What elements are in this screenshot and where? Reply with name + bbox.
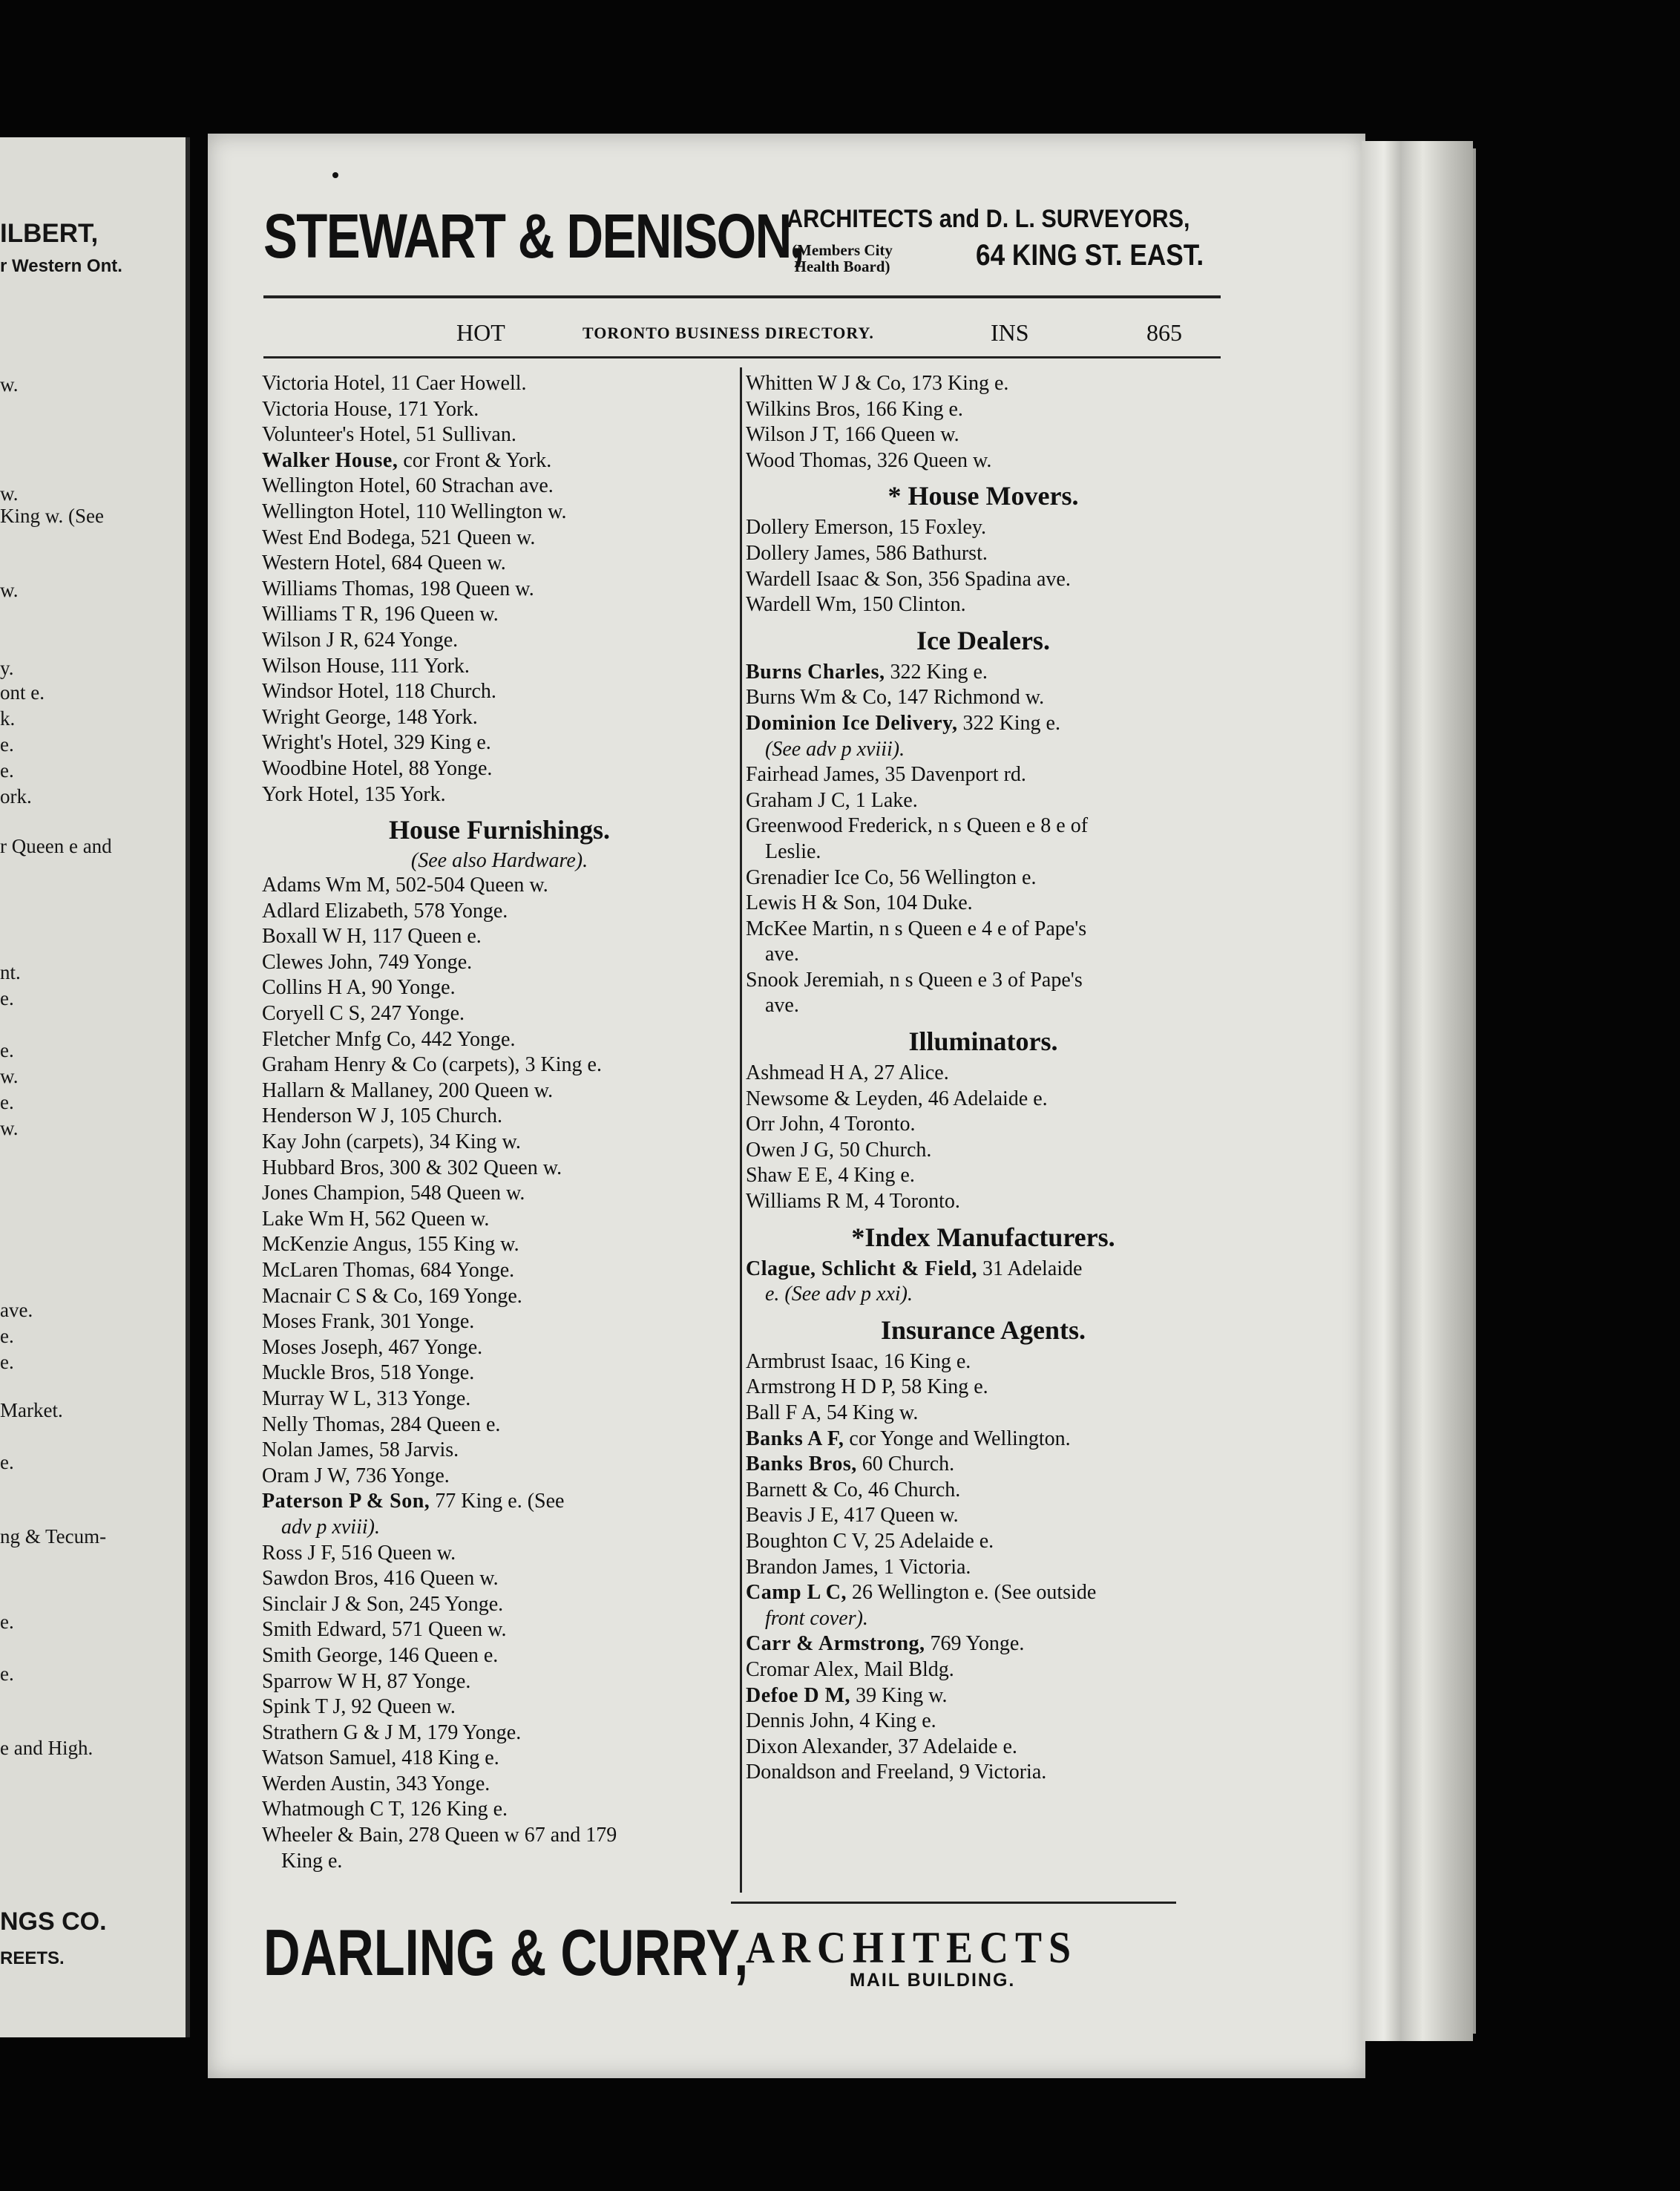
directory-entry-continuation	[746, 942, 1221, 968]
entry-text: Snook Jeremiah, n s Queen e 3 of Pape's	[746, 968, 1083, 992]
left-page-text: ILBERT,	[0, 219, 99, 248]
entry-text: Fairhead James, 35 Davenport rd.	[746, 763, 1026, 787]
directory-entry	[262, 1592, 737, 1618]
entry-text: Boxall W H, 117 Queen e.	[262, 925, 482, 949]
entry-text: Adams Wm M, 502-504 Queen w.	[262, 874, 548, 897]
directory-entry	[262, 924, 737, 950]
ad-note: (Members City Health Board)	[792, 241, 893, 275]
right-column	[746, 371, 1221, 1786]
left-page-text: w.	[0, 1065, 19, 1087]
directory-entry	[262, 371, 737, 397]
entry-text: Donaldson and Freeland, 9 Victoria.	[746, 1761, 1047, 1784]
entry-bold-name: Camp L C,	[746, 1581, 847, 1605]
entry-text: McKenzie Angus, 155 King w.	[262, 1233, 519, 1257]
section-heading: * House Movers.	[887, 481, 1079, 511]
entry-text: Nelly Thomas, 284 Queen e.	[262, 1412, 501, 1436]
section-heading: House Furnishings.	[388, 815, 611, 845]
entry-text: Smith George, 146 Queen e.	[262, 1643, 499, 1667]
entry-bold-name: Burns Charles,	[746, 660, 885, 684]
directory-entry	[746, 1478, 1221, 1504]
directory-entry	[262, 705, 737, 731]
entry-text: Coryell C S, 247 Yonge.	[262, 1002, 465, 1026]
entry-text: Dollery James, 586 Bathurst.	[746, 541, 988, 565]
directory-entry	[746, 660, 1221, 686]
entry-text: Wright George, 148 York.	[262, 705, 478, 729]
entry-text: 31 Adelaide	[977, 1257, 1083, 1280]
directory-entry	[746, 397, 1221, 423]
running-head-rule	[263, 356, 1221, 358]
directory-entry	[262, 1669, 737, 1695]
left-page-text: ng & Tecum-	[0, 1525, 107, 1548]
directory-entry	[262, 1156, 737, 1182]
directory-entry	[746, 711, 1221, 737]
entry-text: Wright's Hotel, 329 King e.	[262, 731, 491, 755]
ad-bottom-firm-name: DARLING & CURRY,	[263, 1916, 749, 1989]
entry-bold-name: Clague, Schlicht & Field,	[746, 1257, 977, 1280]
entry-text: Muckle Bros, 518 Yonge.	[262, 1361, 475, 1385]
directory-entry	[746, 1555, 1221, 1581]
entry-text: Dennis John, 4 King e.	[746, 1709, 936, 1733]
entry-text: Graham Henry & Co (carpets), 3 King e.	[262, 1053, 602, 1077]
entry-text: Western Hotel, 684 Queen w.	[262, 551, 506, 575]
entry-text: Wellington Hotel, 60 Strachan ave.	[262, 474, 554, 498]
left-page-text: ork.	[0, 785, 32, 808]
directory-entry-continuation	[746, 1606, 1221, 1632]
left-page-text: ave.	[0, 1299, 33, 1321]
directory-entry	[262, 1181, 737, 1207]
entry-text: Orr John, 4 Toronto.	[746, 1113, 916, 1136]
entry-text: cor Yonge and Wellington.	[844, 1427, 1071, 1450]
entry-text: Whitten W J & Co, 173 King e.	[746, 372, 1009, 395]
entry-text: Whatmough C T, 126 King e.	[262, 1798, 508, 1821]
directory-entry	[746, 515, 1221, 541]
directory-entry-continuation	[746, 737, 1221, 763]
page-edge-line	[1473, 148, 1476, 2034]
entry-bold-name: Banks A F,	[746, 1427, 844, 1450]
directory-entry-continuation	[746, 839, 1221, 865]
directory-entry	[746, 371, 1221, 397]
directory-entry	[746, 1529, 1221, 1555]
directory-entry	[262, 873, 737, 899]
entry-text: West End Bodega, 521 Queen w.	[262, 525, 536, 549]
directory-entry	[262, 422, 737, 448]
directory-entry	[262, 1643, 737, 1669]
directory-entry	[262, 1797, 737, 1823]
left-page-text: e and High.	[0, 1737, 93, 1759]
entry-text: Smith Edward, 571 Queen w.	[262, 1618, 507, 1642]
ad-firm-name: STEWART & DENISON,	[263, 201, 804, 271]
ad-profession: ARCHITECTS and D. L. SURVEYORS,	[787, 205, 1190, 233]
left-page-text: r Queen e and	[0, 835, 112, 857]
left-page-text: w.	[0, 1117, 19, 1139]
left-page-text: e.	[0, 1039, 14, 1061]
entry-text: Victoria House, 171 York.	[262, 397, 479, 421]
entry-text: Wardell Isaac & Son, 356 Spadina ave.	[746, 567, 1071, 591]
directory-entry	[262, 1464, 737, 1490]
entry-text: Wood Thomas, 326 Queen w.	[746, 448, 992, 472]
directory-entry	[746, 1735, 1221, 1761]
left-page-text: r Western Ont.	[0, 256, 122, 276]
directory-entry	[262, 1617, 737, 1643]
entry-text: 26 Wellington e. (See outside	[846, 1581, 1097, 1605]
entry-text: Lewis H & Son, 104 Duke.	[746, 891, 973, 915]
entry-text: Owen J G, 50 Church.	[746, 1138, 932, 1162]
directory-entry	[262, 1027, 737, 1053]
entry-text: 77 King e. (See	[430, 1490, 565, 1513]
left-page-text: e.	[0, 1451, 14, 1473]
entry-bold-name: Defoe D M,	[746, 1683, 851, 1707]
directory-entry	[746, 448, 1221, 474]
left-page-text: Market.	[0, 1399, 63, 1421]
directory-entry	[262, 1052, 737, 1078]
entry-text: Oram J W, 736 Yonge.	[262, 1464, 450, 1487]
bottom-advertisement	[263, 1915, 1228, 2004]
left-page-text: e.	[0, 1611, 14, 1633]
left-page-text: e.	[0, 1091, 14, 1113]
entry-text: (See adv p xviii).	[765, 737, 905, 761]
ad-bottom-address: MAIL BUILDING.	[850, 1970, 1016, 1991]
section-subnote: (See also Hardware).	[410, 849, 588, 873]
footer-rule	[731, 1902, 1176, 1904]
directory-entry	[262, 950, 737, 976]
directory-entry	[746, 1427, 1221, 1453]
entry-text: Sparrow W H, 87 Yonge.	[262, 1669, 471, 1693]
entry-text: Wardell Wm, 150 Clinton.	[746, 593, 966, 617]
entry-text: Grenadier Ice Co, 56 Wellington e.	[746, 865, 1037, 889]
entry-text: Hubbard Bros, 300 & 302 Queen w.	[262, 1156, 562, 1179]
entry-bold-name: Walker House,	[262, 448, 398, 472]
left-page-text: k.	[0, 707, 16, 730]
entry-bold-name: Banks Bros,	[746, 1453, 857, 1476]
section-heading: Insurance Agents.	[880, 1314, 1086, 1345]
left-page-text: e.	[0, 1325, 14, 1347]
entry-text: Fletcher Mnfg Co, 442 Yonge.	[262, 1027, 516, 1051]
left-page-text: e.	[0, 759, 14, 782]
entry-text: Ball F A, 54 King w.	[746, 1401, 919, 1424]
ink-dot	[332, 172, 338, 178]
directory-entry	[262, 1386, 737, 1412]
directory-entry	[746, 865, 1221, 891]
entry-text: Adlard Elizabeth, 578 Yonge.	[262, 899, 508, 923]
ad-bottom-profession: ARCHITECTS	[746, 1923, 1078, 1972]
header-rule	[263, 295, 1221, 298]
entry-text: Graham J C, 1 Lake.	[746, 788, 918, 812]
directory-entry	[262, 500, 737, 525]
directory-entry	[262, 1694, 737, 1720]
entry-text: Wheeler & Bain, 278 Queen w 67 and 179	[262, 1824, 617, 1847]
section-heading: *Index Manufacturers.	[851, 1222, 1115, 1252]
entry-text: Woodbine Hotel, 88 Yonge.	[262, 756, 493, 780]
directory-entry	[746, 1112, 1221, 1138]
directory-entry-continuation	[262, 1515, 737, 1541]
entry-text: Spink T J, 92 Queen w.	[262, 1695, 456, 1719]
directory-entry	[746, 1257, 1221, 1283]
entry-text: Newsome & Leyden, 46 Adelaide e.	[746, 1087, 1048, 1110]
directory-entry	[262, 1078, 737, 1104]
entry-text: Lake Wm H, 562 Queen w.	[262, 1207, 490, 1231]
section-heading: Ice Dealers.	[916, 625, 1050, 655]
entry-text: cor Front & York.	[398, 448, 552, 472]
directory-entry	[746, 567, 1221, 593]
entry-text: ave.	[765, 994, 799, 1018]
entry-text: Shaw E E, 4 King e.	[746, 1164, 915, 1188]
entry-text: ave.	[765, 943, 799, 966]
running-head-right: INS	[991, 319, 1029, 346]
entry-text: front cover).	[765, 1606, 868, 1630]
directory-entry	[262, 1438, 737, 1464]
directory-entry	[262, 1489, 737, 1515]
entry-text: Wilson J R, 624 Yonge.	[262, 628, 459, 652]
entry-text: Sawdon Bros, 416 Queen w.	[262, 1567, 499, 1591]
directory-entry	[746, 762, 1221, 788]
directory-entry	[746, 1683, 1221, 1709]
entry-text: Burns Wm & Co, 147 Richmond w.	[746, 686, 1045, 710]
directory-entry	[746, 685, 1221, 711]
directory-entry	[746, 1631, 1221, 1657]
entry-text: Macnair C S & Co, 169 Yonge.	[262, 1284, 522, 1308]
entry-text: Victoria Hotel, 11 Caer Howell.	[262, 372, 527, 395]
directory-entry-continuation	[746, 993, 1221, 1019]
entry-text: adv p xviii).	[281, 1515, 380, 1539]
entry-text: Wilson J T, 166 Queen w.	[746, 423, 959, 447]
left-page-fragment	[0, 137, 190, 2037]
directory-entry	[262, 628, 737, 654]
running-head-left: HOT	[456, 319, 505, 346]
directory-entry	[746, 541, 1221, 567]
entry-text: Clewes John, 749 Yonge.	[262, 950, 473, 974]
directory-entry	[746, 1709, 1221, 1735]
entry-text: Werden Austin, 343 Yonge.	[262, 1772, 490, 1795]
directory-entry	[746, 1189, 1221, 1215]
directory-entry	[262, 1284, 737, 1310]
entry-text: Collins H A, 90 Yonge.	[262, 976, 456, 1000]
left-column	[262, 371, 737, 1874]
left-page-text: y.	[0, 657, 14, 679]
entry-text: Cromar Alex, Mail Bldg.	[746, 1657, 954, 1681]
directory-entry	[746, 1138, 1221, 1164]
entry-text: Barnett & Co, 46 Church.	[746, 1478, 961, 1501]
directory-entry	[746, 422, 1221, 448]
entry-text: Henderson W J, 105 Church.	[262, 1104, 503, 1128]
entry-text: Williams Thomas, 198 Queen w.	[262, 577, 534, 600]
directory-entry	[262, 551, 737, 577]
directory-entry-continuation	[262, 1849, 737, 1875]
directory-entry	[262, 1104, 737, 1130]
left-page-text: REETS.	[0, 1948, 65, 1968]
directory-entry	[746, 592, 1221, 618]
entry-text: 322 King e.	[957, 711, 1060, 735]
directory-entry	[262, 1772, 737, 1798]
entry-text: Hallarn & Mallaney, 200 Queen w.	[262, 1078, 554, 1102]
directory-entry	[262, 1207, 737, 1233]
directory-entry	[262, 1001, 737, 1027]
left-page-text: e.	[0, 1351, 14, 1373]
directory-entry	[262, 1130, 737, 1156]
entry-bold-name: Paterson P & Son,	[262, 1490, 430, 1513]
entry-text: Williams T R, 196 Queen w.	[262, 603, 499, 626]
directory-entry	[262, 1335, 737, 1361]
directory-entry	[746, 1061, 1221, 1087]
directory-entry	[262, 1566, 737, 1592]
entry-text: Strathern G & J M, 179 Yonge.	[262, 1720, 522, 1744]
directory-entry	[262, 525, 737, 551]
entry-text: 60 Church.	[856, 1453, 955, 1476]
directory-entry	[262, 730, 737, 756]
entry-text: 322 King e.	[885, 660, 988, 684]
running-head	[263, 319, 1221, 349]
entry-text: Beavis J E, 417 Queen w.	[746, 1504, 959, 1527]
entry-text: Brandon James, 1 Victoria.	[746, 1555, 971, 1579]
directory-entry	[262, 975, 737, 1001]
entry-text: 769 Yonge.	[925, 1632, 1025, 1656]
directory-entry	[262, 1258, 737, 1284]
directory-entry	[262, 1541, 737, 1567]
entry-text: e. (See adv p xxi).	[765, 1283, 913, 1306]
directory-entry	[262, 448, 737, 474]
running-head-title: TORONTO BUSINESS DIRECTORY.	[583, 324, 874, 342]
directory-entry	[746, 1503, 1221, 1529]
left-page-text: ont e.	[0, 681, 45, 704]
entry-text: King e.	[281, 1849, 343, 1873]
entry-text: McKee Martin, n s Queen e 4 e of Pape's	[746, 917, 1087, 940]
left-page-text: e.	[0, 733, 14, 756]
entry-text: Leslie.	[765, 839, 821, 863]
entry-text: Williams R M, 4 Toronto.	[746, 1190, 960, 1214]
left-page-text: e.	[0, 987, 14, 1009]
left-page-text: e.	[0, 1663, 14, 1685]
entry-text: Wilkins Bros, 166 King e.	[746, 397, 963, 421]
directory-entry	[262, 1232, 737, 1258]
directory-entry	[746, 1163, 1221, 1189]
directory-entry	[262, 1823, 737, 1849]
page-number: 865	[1146, 319, 1182, 346]
entry-text: Volunteer's Hotel, 51 Sullivan.	[262, 423, 516, 447]
entry-text: Watson Samuel, 418 King e.	[262, 1746, 499, 1770]
directory-entry	[262, 1720, 737, 1746]
entry-text: Jones Champion, 548 Queen w.	[262, 1182, 525, 1205]
directory-entry	[746, 968, 1221, 994]
entry-text: Moses Frank, 301 Yonge.	[262, 1310, 475, 1334]
entry-text: Windsor Hotel, 118 Church.	[262, 680, 496, 704]
entry-text: Ross J F, 516 Queen w.	[262, 1541, 456, 1565]
directory-entry	[746, 813, 1221, 839]
directory-entry	[746, 788, 1221, 814]
directory-entry	[262, 1309, 737, 1335]
section-heading: Illuminators.	[908, 1026, 1058, 1057]
left-page-text: w.	[0, 579, 19, 601]
directory-entry	[262, 577, 737, 603]
directory-entry	[746, 1580, 1221, 1606]
entry-text: Moses Joseph, 467 Yonge.	[262, 1335, 483, 1359]
entry-text: Kay John (carpets), 34 King w.	[262, 1130, 521, 1154]
entry-text: McLaren Thomas, 684 Yonge.	[262, 1259, 515, 1282]
entry-text: Sinclair J & Son, 245 Yonge.	[262, 1592, 504, 1616]
directory-entry	[262, 1412, 737, 1438]
directory-entry	[746, 1657, 1221, 1683]
page-edges	[1362, 141, 1473, 2041]
directory-entry	[746, 1349, 1221, 1375]
entry-text: Wilson House, 111 York.	[262, 654, 470, 678]
left-page-text: NGS CO.	[0, 1907, 107, 1936]
directory-entry	[262, 679, 737, 705]
left-page-text: nt.	[0, 961, 21, 983]
entry-text: Armstrong H D P, 58 King e.	[746, 1375, 988, 1399]
entry-text: Dollery Emerson, 15 Foxley.	[746, 516, 987, 540]
directory-entry	[262, 1746, 737, 1772]
entry-text: 39 King w.	[850, 1683, 948, 1707]
directory-entry	[746, 1375, 1221, 1401]
directory-entry	[262, 654, 737, 680]
left-page-text: King w. (See	[0, 505, 104, 527]
directory-entry	[746, 1452, 1221, 1478]
column-divider	[740, 367, 742, 1893]
top-advertisement	[263, 200, 1221, 289]
directory-entry	[262, 397, 737, 423]
entry-text: Nolan James, 58 Jarvis.	[262, 1438, 459, 1462]
directory-entry	[262, 602, 737, 628]
entry-text: York Hotel, 135 York.	[262, 782, 446, 806]
entry-text: Boughton C V, 25 Adelaide e.	[746, 1529, 994, 1553]
directory-entry	[262, 782, 737, 808]
entry-text: Wellington Hotel, 110 Wellington w.	[262, 500, 567, 523]
directory-entry	[746, 1401, 1221, 1427]
entry-text: Armbrust Isaac, 16 King e.	[746, 1349, 971, 1373]
directory-entry	[262, 474, 737, 500]
entry-text: Murray W L, 313 Yonge.	[262, 1386, 471, 1410]
entry-text: Dixon Alexander, 37 Adelaide e.	[746, 1735, 1017, 1758]
directory-entry	[746, 891, 1221, 917]
directory-entry	[746, 917, 1221, 943]
directory-entry	[262, 756, 737, 782]
directory-entry	[262, 899, 737, 925]
directory-entry	[262, 1360, 737, 1386]
directory-entry	[746, 1760, 1221, 1786]
entry-bold-name: Carr & Armstrong,	[746, 1632, 925, 1656]
ad-address: 64 KING ST. EAST.	[976, 239, 1204, 272]
directory-entry	[746, 1087, 1221, 1113]
entry-bold-name: Dominion Ice Delivery,	[746, 711, 958, 735]
entry-text: Greenwood Frederick, n s Queen e 8 e of	[746, 814, 1089, 838]
directory-entry-continuation	[746, 1282, 1221, 1308]
left-page-text: w.	[0, 482, 19, 505]
left-page-text: w.	[0, 373, 19, 396]
entry-text: Ashmead H A, 27 Alice.	[746, 1061, 949, 1085]
